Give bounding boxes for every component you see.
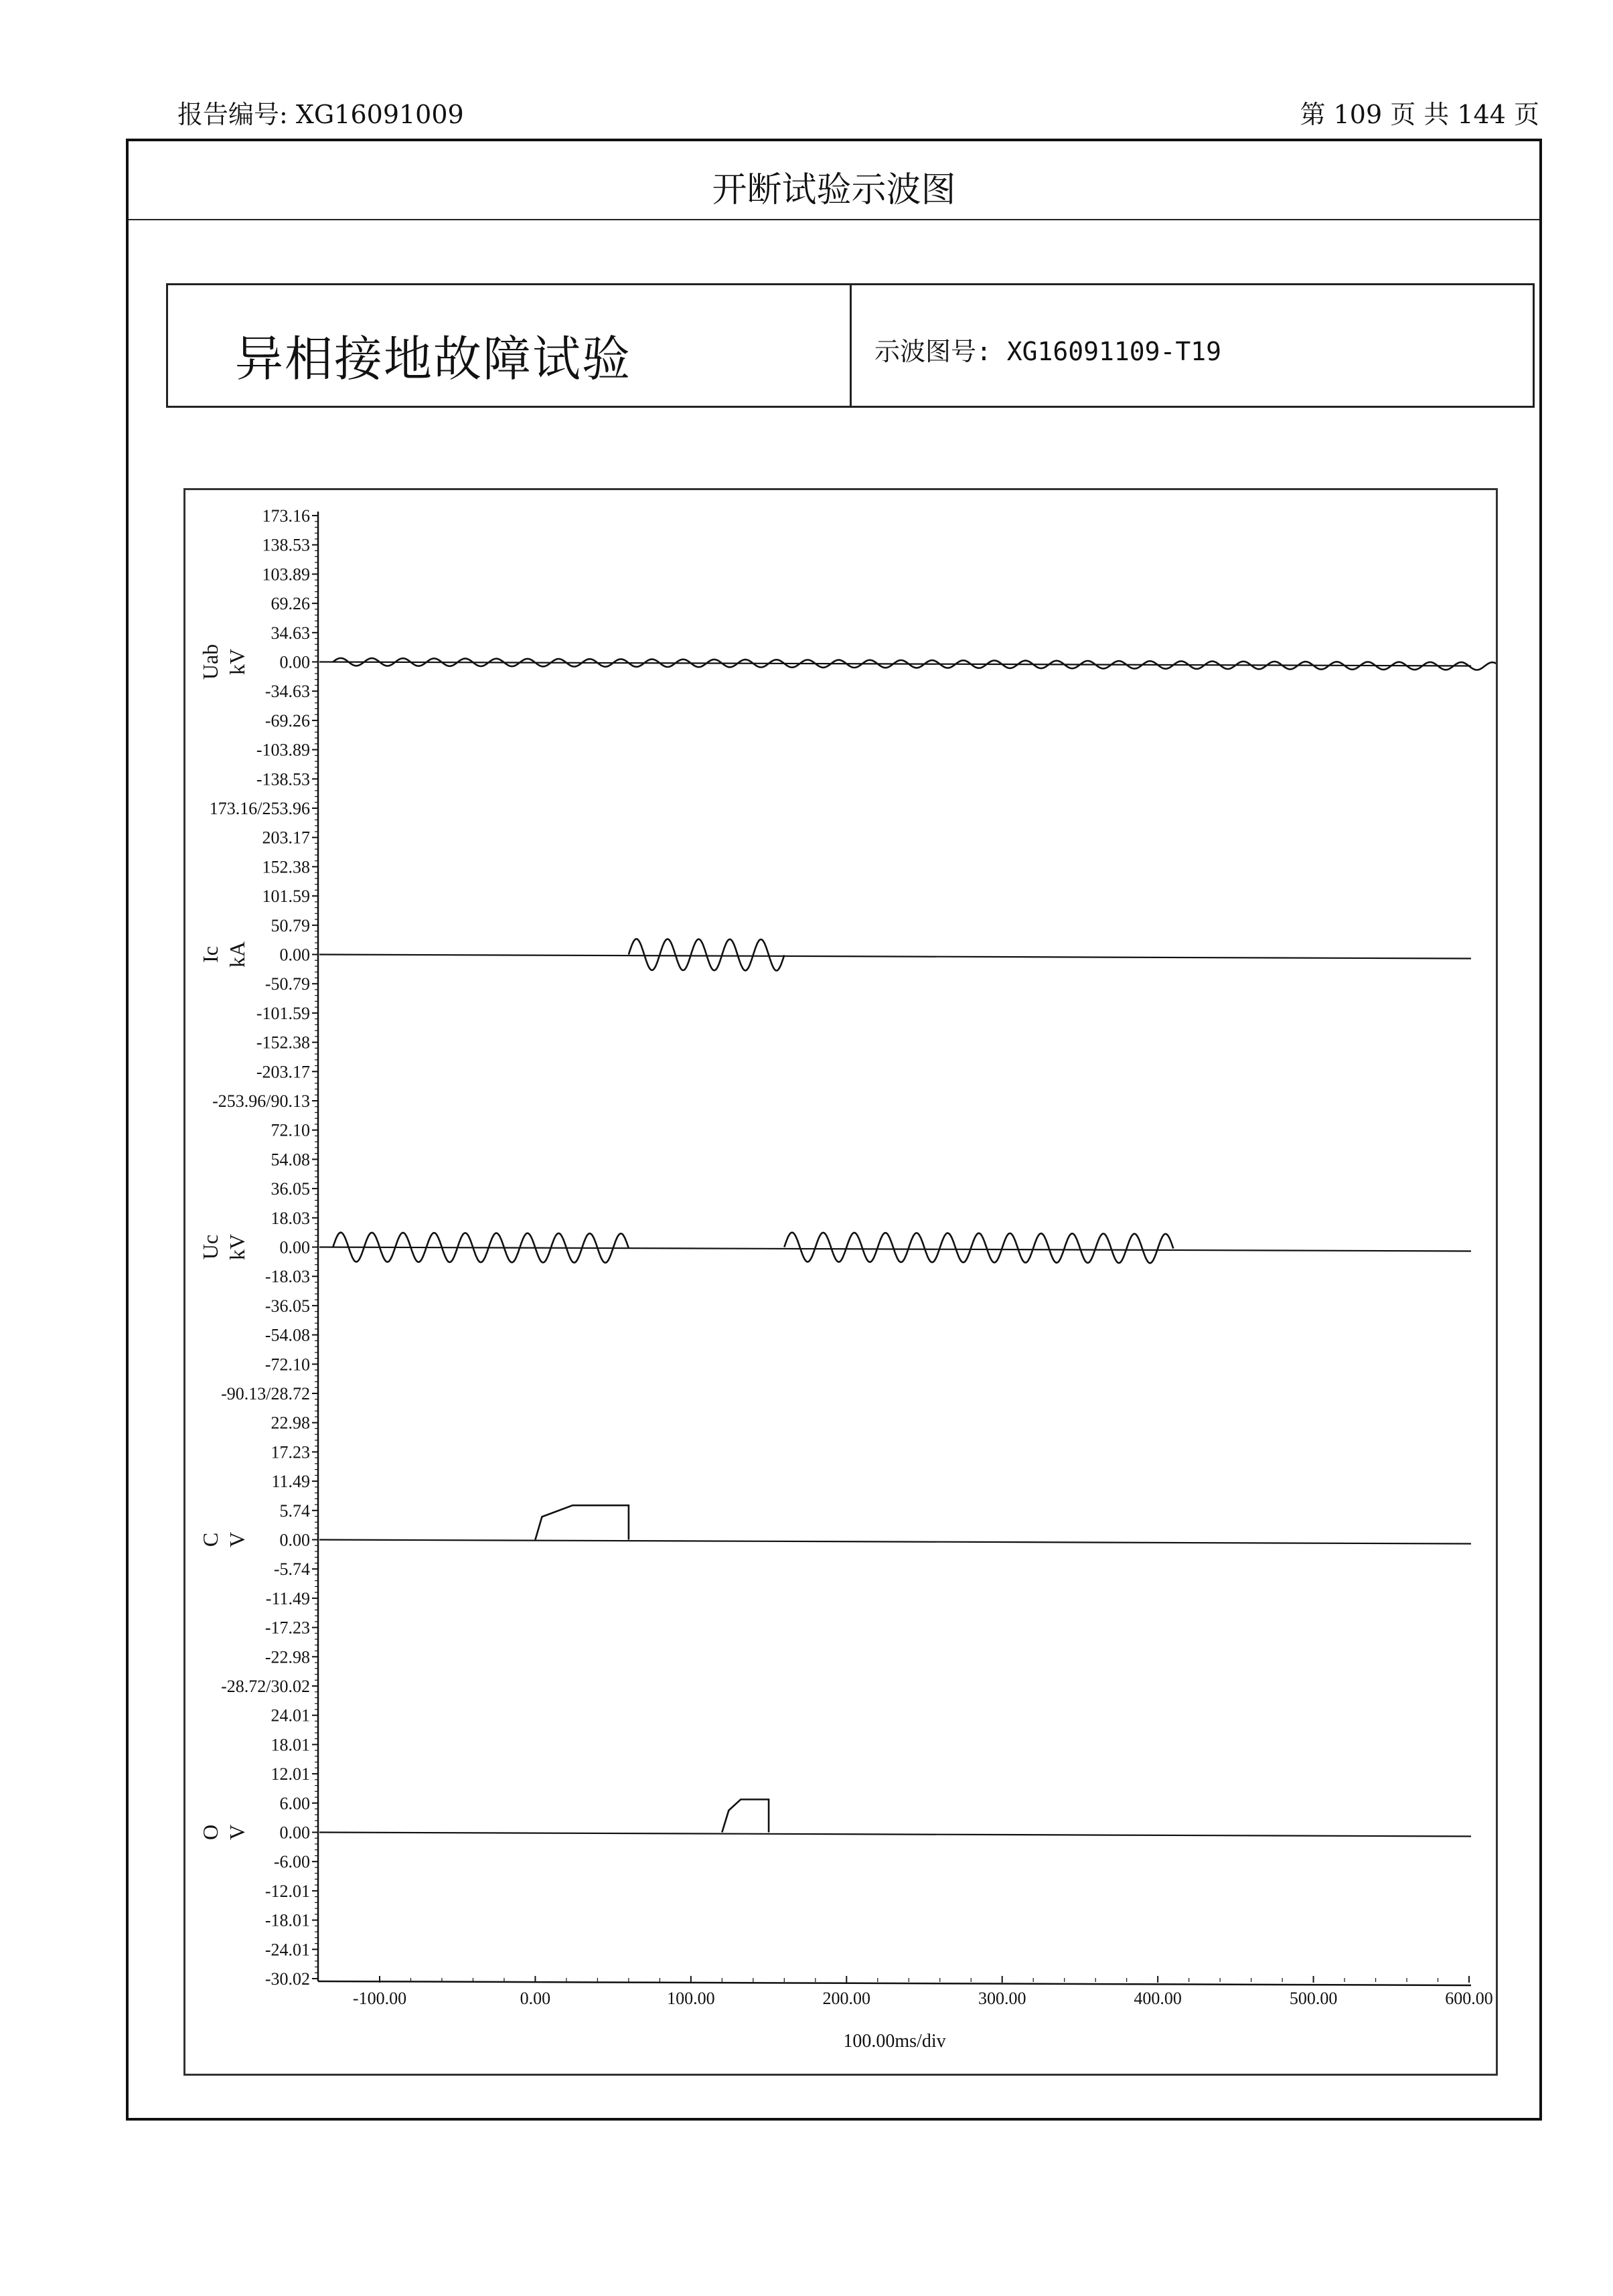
- y-tick-label: -18.01: [264, 1910, 310, 1930]
- y-tick-label: -72.10: [264, 1355, 310, 1375]
- y-tick-label: -152.38: [256, 1032, 310, 1053]
- y-tick-label: 18.03: [271, 1208, 310, 1228]
- channel-baseline: [319, 1540, 1471, 1544]
- y-tick-label: 34.63: [271, 623, 310, 643]
- oscillogram-frame: [183, 488, 1498, 2076]
- y-tick-label: -30.02: [264, 1969, 310, 1989]
- info-divider: [850, 285, 852, 406]
- y-tick-label: 24.01: [271, 1705, 310, 1726]
- y-tick-label: 11.49: [271, 1472, 310, 1492]
- y-tick-label: 138.53: [262, 535, 310, 555]
- test-info-box: [166, 283, 1535, 408]
- channel-baseline: [319, 1247, 1471, 1251]
- x-tick-label: 600.00: [1445, 1989, 1493, 2008]
- channel-unit: V: [225, 1824, 249, 1841]
- y-tick-label: -34.63: [264, 682, 310, 702]
- y-tick-label: -103.89: [256, 740, 310, 760]
- y-tick-label: -253.96/90.13: [212, 1091, 310, 1111]
- y-tick-label: -6.00: [273, 1852, 310, 1872]
- x-tick-label: 300.00: [978, 1989, 1026, 2008]
- y-tick-label: 0.00: [279, 652, 310, 672]
- y-tick-label: -18.03: [264, 1267, 310, 1287]
- y-tick-label: -69.26: [264, 710, 310, 731]
- y-tick-label: 50.79: [271, 915, 310, 935]
- y-tick-label: -5.74: [273, 1559, 310, 1580]
- y-tick-label: 36.05: [271, 1179, 310, 1199]
- title-divider: [129, 219, 1539, 220]
- x-tick-label: -100.00: [352, 1989, 407, 2008]
- y-tick-label: -24.01: [264, 1940, 310, 1960]
- y-tick-label: -22.98: [264, 1647, 310, 1667]
- y-tick-label: -11.49: [265, 1588, 310, 1608]
- y-tick-label: -101.59: [256, 1003, 310, 1023]
- y-tick-label: 5.74: [279, 1501, 310, 1521]
- x-tick-label: 500.00: [1289, 1989, 1338, 2008]
- y-tick-label: -90.13/28.72: [221, 1384, 310, 1403]
- y-tick-label: 203.17: [262, 828, 310, 848]
- y-tick-label: -12.01: [264, 1881, 310, 1901]
- y-tick-label: -17.23: [264, 1618, 310, 1638]
- y-tick-label: 101.59: [262, 887, 310, 907]
- y-tick-label: 152.38: [262, 857, 310, 877]
- y-tick-label: 0.00: [279, 1530, 310, 1550]
- pulse-signal: [535, 1505, 628, 1539]
- document-title: 开断试验示波图: [712, 170, 956, 210]
- channel-name: O: [198, 1824, 222, 1841]
- channel-unit: kV: [225, 648, 249, 676]
- y-tick-label: 173.16/253.96: [209, 799, 310, 818]
- y-tick-label: -203.17: [256, 1062, 310, 1082]
- page-info: 第 109 页 共 144 页: [1300, 100, 1539, 129]
- x-tick-label: 0.00: [520, 1989, 551, 2008]
- y-tick-label: -28.72/30.02: [221, 1677, 310, 1696]
- y-tick-label: -50.79: [264, 974, 310, 994]
- channel-baseline: [319, 955, 1471, 959]
- y-tick-label: 54.08: [271, 1150, 310, 1170]
- y-tick-label: 69.26: [271, 594, 310, 614]
- y-tick-label: 18.01: [271, 1735, 310, 1755]
- waveform-segment: [629, 939, 784, 970]
- y-tick-label: 72.10: [271, 1120, 310, 1140]
- y-tick-label: 103.89: [262, 564, 310, 585]
- y-tick-label: -54.08: [264, 1325, 310, 1345]
- channel-baseline: [319, 1833, 1471, 1837]
- x-tick-label: 100.00: [667, 1989, 715, 2008]
- y-tick-label: 17.23: [271, 1442, 310, 1462]
- y-tick-label: 173.16: [262, 506, 310, 526]
- channel-name: C: [198, 1532, 222, 1547]
- x-tick-label: 400.00: [1134, 1989, 1182, 2008]
- channel-name: Uc: [198, 1234, 222, 1260]
- y-tick-label: 22.98: [271, 1413, 310, 1433]
- pulse-signal: [722, 1799, 769, 1832]
- channel-unit: V: [225, 1531, 249, 1548]
- x-axis-unit-label: 100.00ms/div: [843, 2031, 946, 2052]
- y-tick-label: 0.00: [279, 1237, 310, 1257]
- waveform-sheet: [126, 139, 1542, 2121]
- y-tick-label: -138.53: [256, 769, 310, 789]
- waveform-number: 示波图号: XG16091109-T19: [874, 337, 1222, 366]
- test-name: 异相接地故障试验: [235, 331, 632, 387]
- y-tick-label: 0.00: [279, 945, 310, 965]
- x-tick-label: 200.00: [822, 1989, 871, 2008]
- oscillogram-chart: [185, 490, 1496, 2074]
- channel-name: Ic: [198, 946, 222, 963]
- y-tick-label: 0.00: [279, 1823, 310, 1843]
- channel-unit: kV: [225, 1233, 249, 1261]
- x-axis-line: [318, 1981, 1471, 1985]
- channel-name: Uab: [198, 643, 222, 680]
- y-tick-label: -36.05: [264, 1296, 310, 1316]
- waveform-segment: [784, 1233, 1173, 1264]
- y-tick-label: 6.00: [279, 1793, 310, 1813]
- channel-unit: kA: [225, 941, 249, 968]
- report-number: 报告编号: XG16091009: [177, 100, 464, 129]
- y-tick-label: 12.01: [271, 1764, 310, 1784]
